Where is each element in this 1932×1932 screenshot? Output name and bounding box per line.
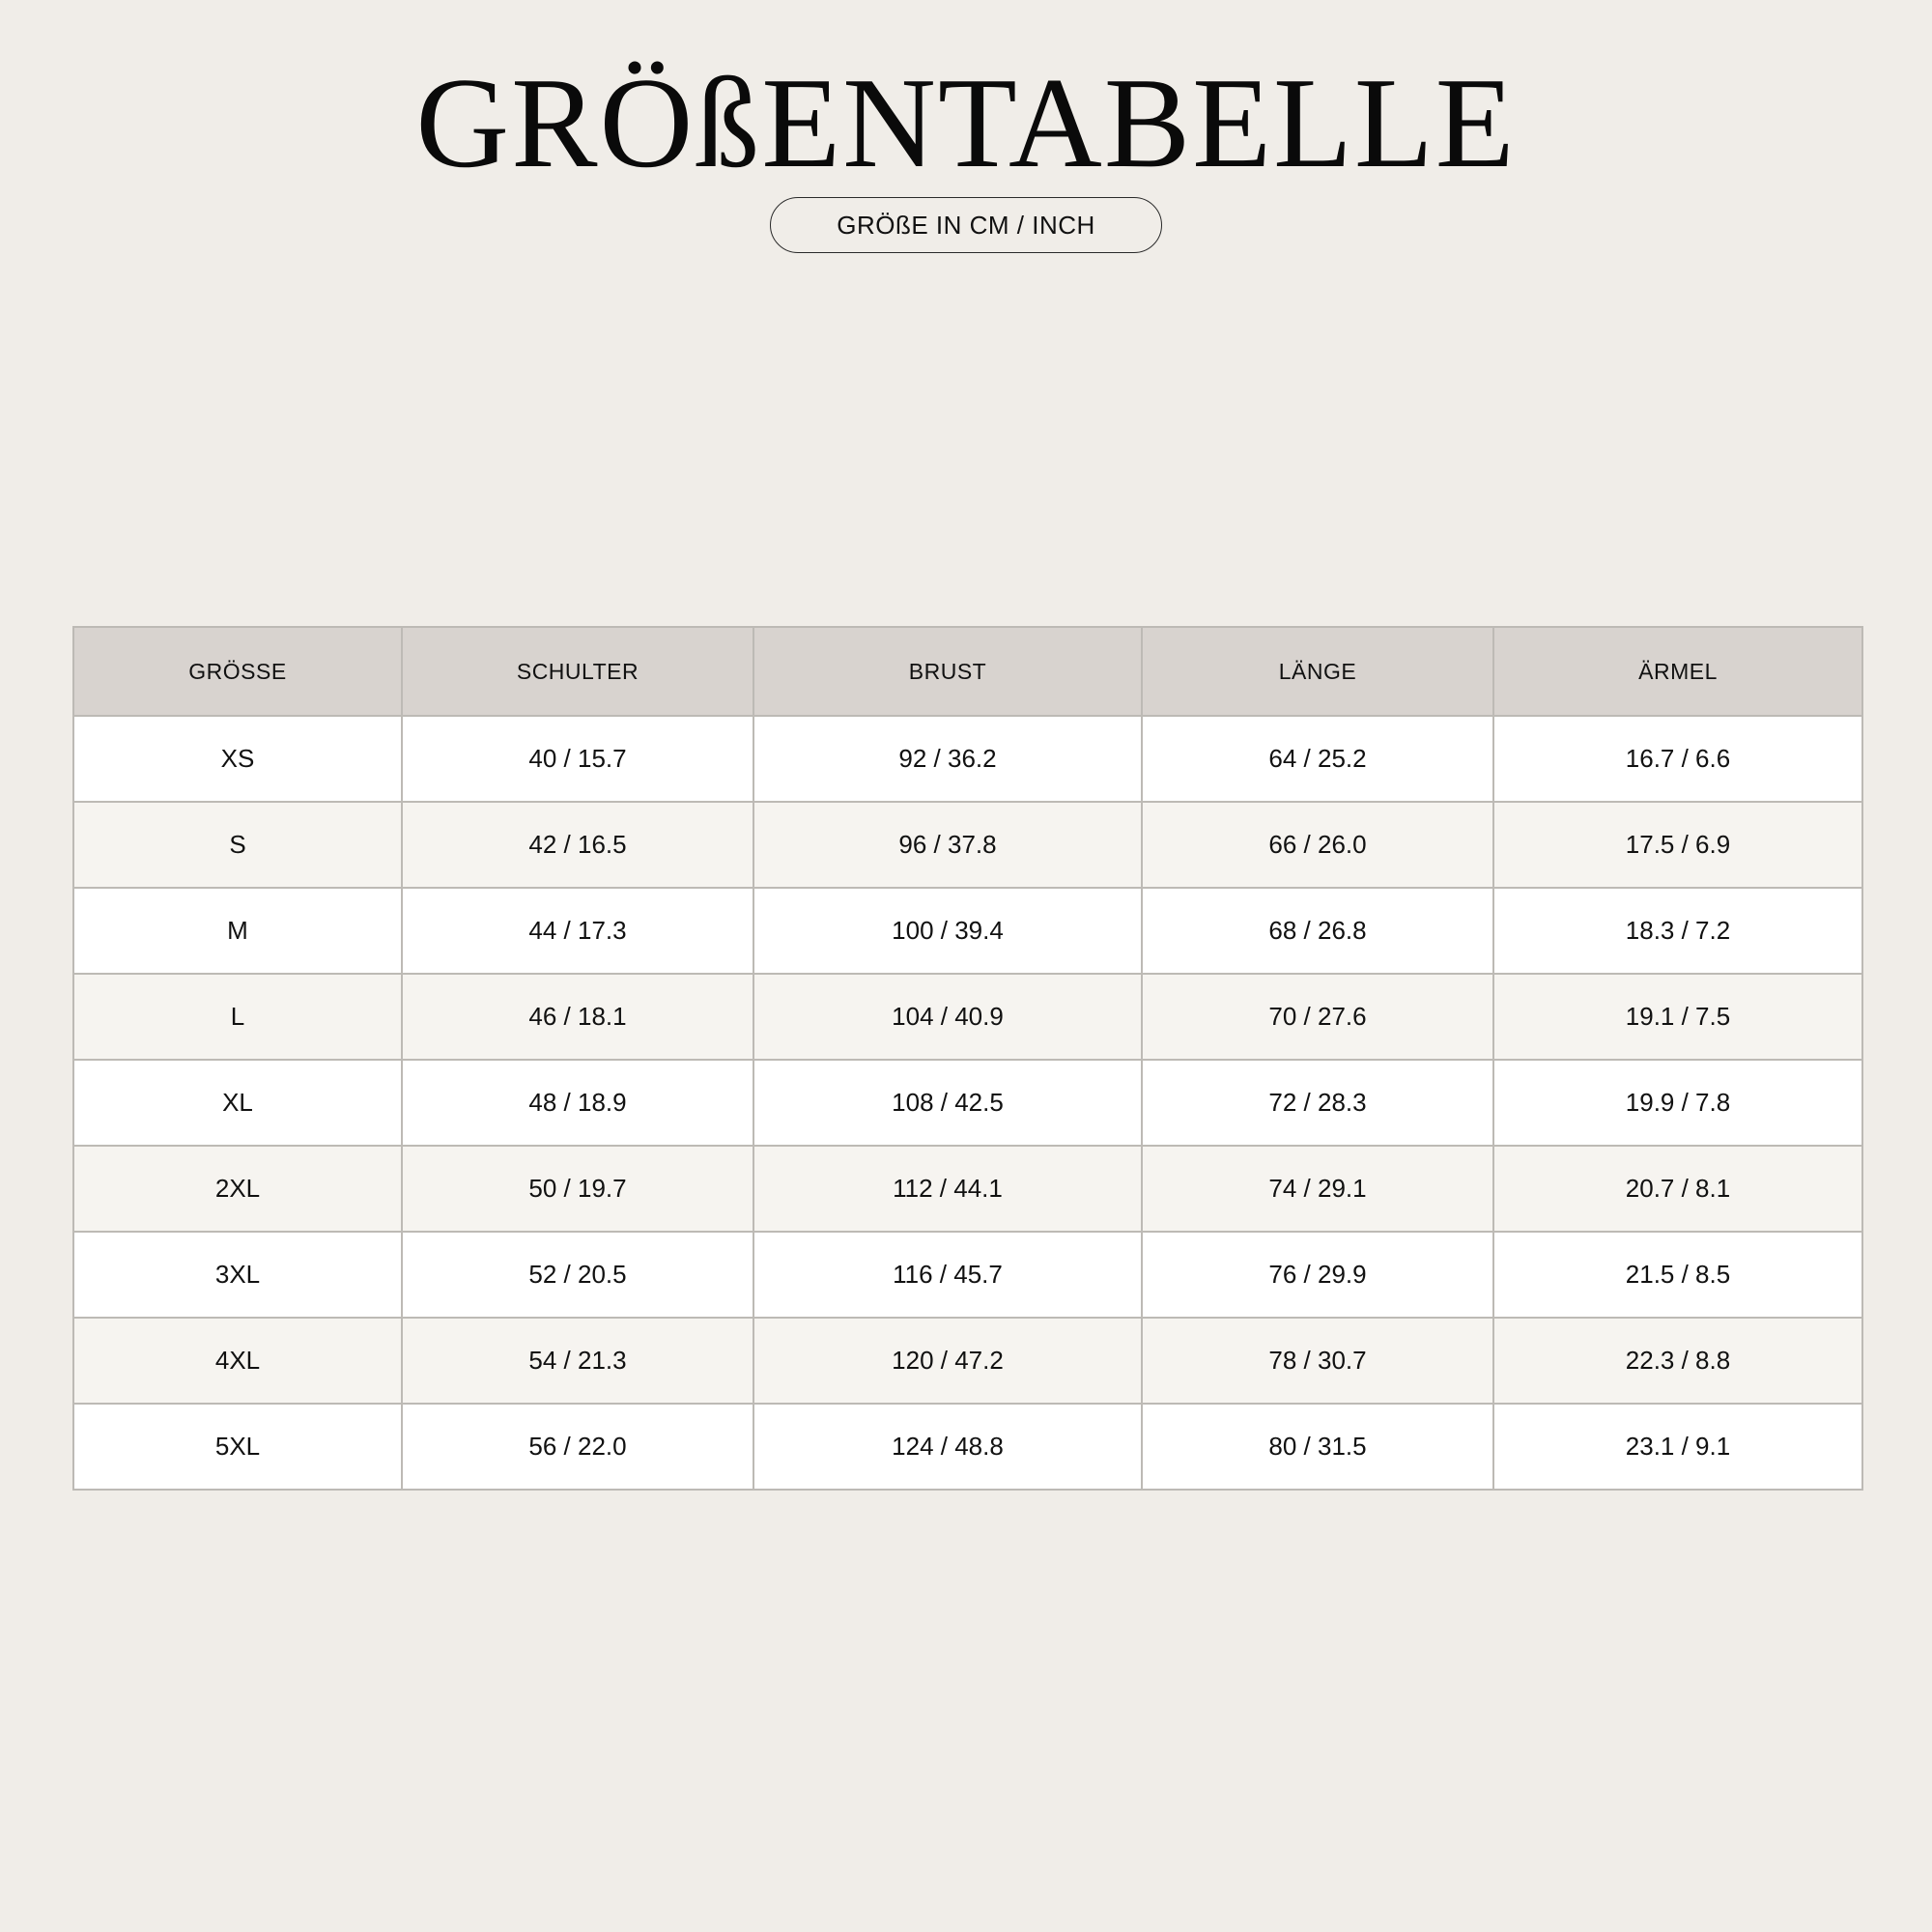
- length-cell: 68 / 26.8: [1142, 888, 1493, 974]
- length-cell: 78 / 30.7: [1142, 1318, 1493, 1404]
- unit-badge: GRÖßE IN CM / INCH: [770, 197, 1162, 253]
- chest-cell: 116 / 45.7: [753, 1232, 1142, 1318]
- chest-cell: 112 / 44.1: [753, 1146, 1142, 1232]
- chest-cell: 108 / 42.5: [753, 1060, 1142, 1146]
- length-cell: 70 / 27.6: [1142, 974, 1493, 1060]
- column-header-length: LÄNGE: [1142, 627, 1493, 716]
- shoulder-cell: 54 / 21.3: [402, 1318, 753, 1404]
- table-row: [73, 974, 1862, 1060]
- column-header-size: GRÖSSE: [73, 627, 402, 716]
- shoulder-cell: 52 / 20.5: [402, 1232, 753, 1318]
- table-row: [73, 1146, 1862, 1232]
- chest-cell: 124 / 48.8: [753, 1404, 1142, 1490]
- table-row: [73, 1404, 1862, 1490]
- table-row: [73, 1060, 1862, 1146]
- table-header-row: [73, 627, 1862, 716]
- size-cell: 2XL: [73, 1146, 402, 1232]
- shoulder-cell: 56 / 22.0: [402, 1404, 753, 1490]
- size-cell: 5XL: [73, 1404, 402, 1490]
- chest-cell: 96 / 37.8: [753, 802, 1142, 888]
- size-chart-table: [72, 626, 1863, 1491]
- table-row: [73, 888, 1862, 974]
- column-header-chest: BRUST: [753, 627, 1142, 716]
- table-body: [73, 716, 1862, 1490]
- size-cell: XS: [73, 716, 402, 802]
- shoulder-cell: 46 / 18.1: [402, 974, 753, 1060]
- sleeve-cell: 20.7 / 8.1: [1493, 1146, 1862, 1232]
- page-title: GRÖßENTABELLE: [415, 51, 1517, 194]
- size-cell: 3XL: [73, 1232, 402, 1318]
- sleeve-cell: 23.1 / 9.1: [1493, 1404, 1862, 1490]
- sleeve-cell: 21.5 / 8.5: [1493, 1232, 1862, 1318]
- column-header-sleeve: ÄRMEL: [1493, 627, 1862, 716]
- table-row: [73, 1232, 1862, 1318]
- length-cell: 76 / 29.9: [1142, 1232, 1493, 1318]
- shoulder-cell: 44 / 17.3: [402, 888, 753, 974]
- length-cell: 72 / 28.3: [1142, 1060, 1493, 1146]
- shoulder-cell: 50 / 19.7: [402, 1146, 753, 1232]
- shoulder-cell: 40 / 15.7: [402, 716, 753, 802]
- length-cell: 66 / 26.0: [1142, 802, 1493, 888]
- sleeve-cell: 19.1 / 7.5: [1493, 974, 1862, 1060]
- size-cell: XL: [73, 1060, 402, 1146]
- chest-cell: 104 / 40.9: [753, 974, 1142, 1060]
- size-cell: M: [73, 888, 402, 974]
- chest-cell: 120 / 47.2: [753, 1318, 1142, 1404]
- length-cell: 80 / 31.5: [1142, 1404, 1493, 1490]
- sleeve-cell: 22.3 / 8.8: [1493, 1318, 1862, 1404]
- size-cell: S: [73, 802, 402, 888]
- sleeve-cell: 16.7 / 6.6: [1493, 716, 1862, 802]
- shoulder-cell: 48 / 18.9: [402, 1060, 753, 1146]
- sleeve-cell: 17.5 / 6.9: [1493, 802, 1862, 888]
- column-header-shoulder: SCHULTER: [402, 627, 753, 716]
- chest-cell: 92 / 36.2: [753, 716, 1142, 802]
- table-row: [73, 802, 1862, 888]
- sleeve-cell: 19.9 / 7.8: [1493, 1060, 1862, 1146]
- size-cell: L: [73, 974, 402, 1060]
- size-cell: 4XL: [73, 1318, 402, 1404]
- length-cell: 74 / 29.1: [1142, 1146, 1493, 1232]
- chest-cell: 100 / 39.4: [753, 888, 1142, 974]
- sleeve-cell: 18.3 / 7.2: [1493, 888, 1862, 974]
- table-row: [73, 1318, 1862, 1404]
- table-row: [73, 716, 1862, 802]
- shoulder-cell: 42 / 16.5: [402, 802, 753, 888]
- length-cell: 64 / 25.2: [1142, 716, 1493, 802]
